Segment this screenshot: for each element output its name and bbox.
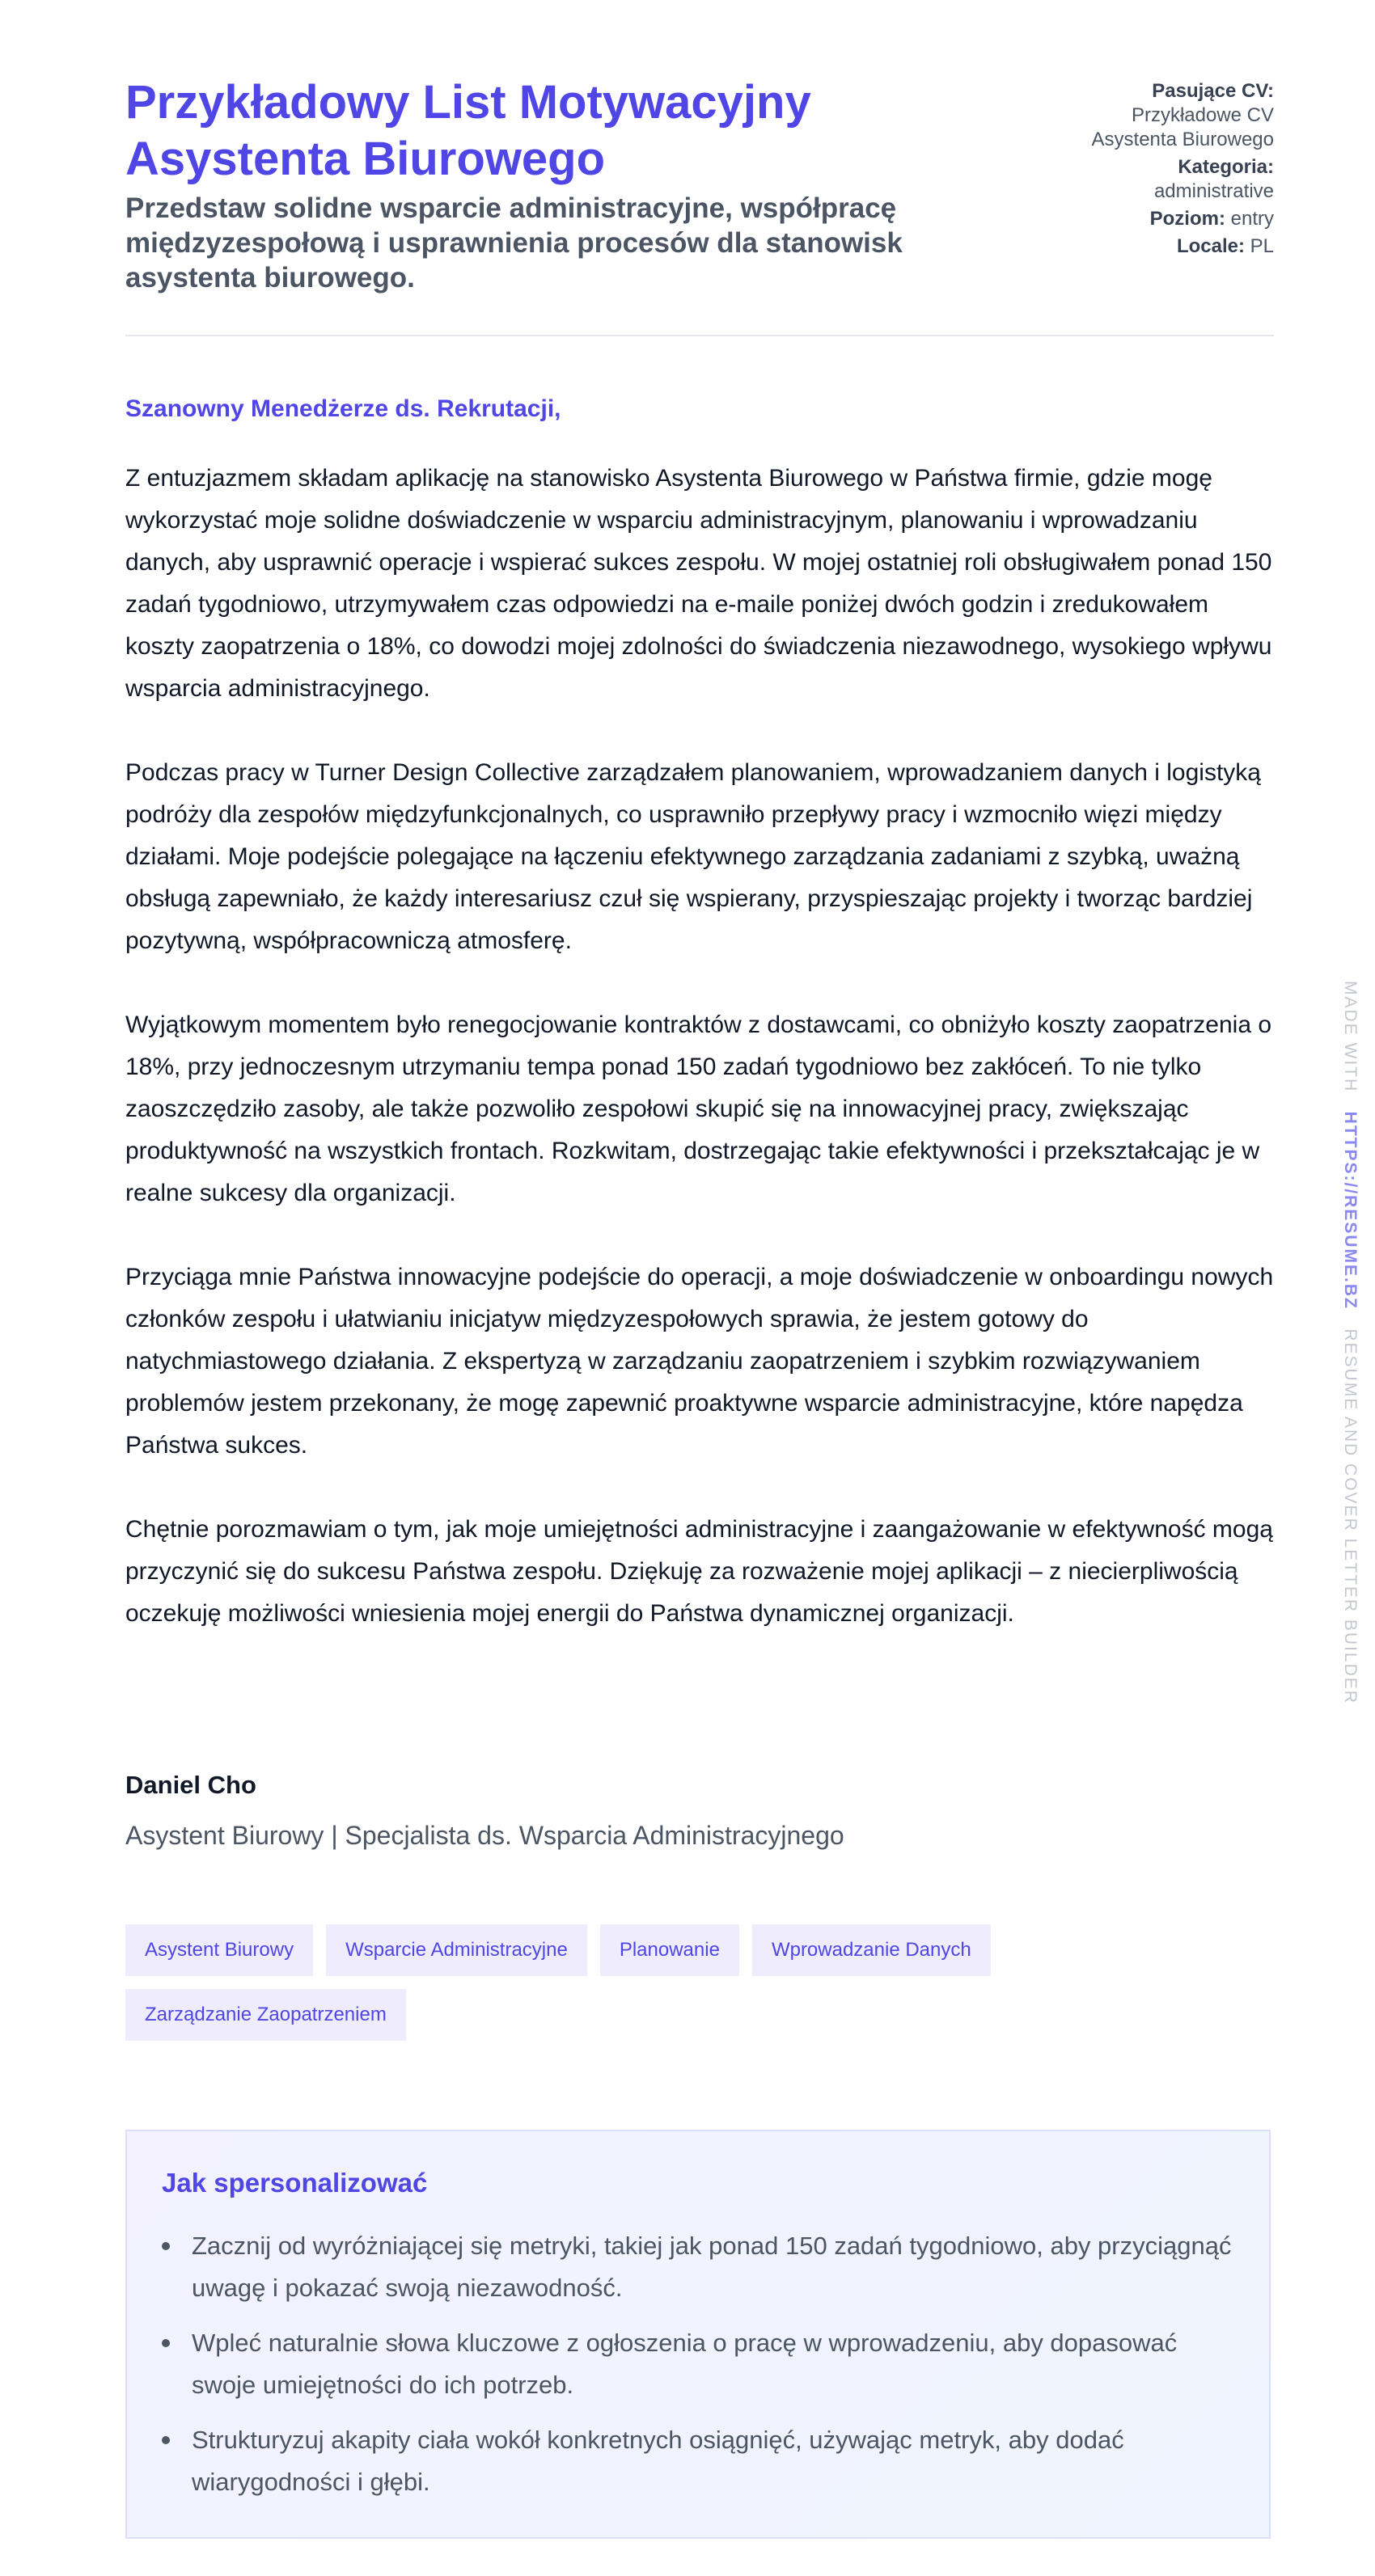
meta-category-value: administrative: [1153, 180, 1274, 202]
page-title: Przykładowy List Motywacyjny Asystenta Biurowego: [125, 76, 811, 185]
side-watermark: [1338, 981, 1362, 1704]
paragraph-1: Z entuzjazmem składam aplikację na stanowisko Asystenta Biurowego w Państwa firmie, gdzie mogę wykorzystać moje solidne doświadczenie w wsparciu administracyjnym, planowaniu i wprowadzaniu danych, aby usprawnić operacje i wspierać sukces zespołu. W mojej ostatniej roli obsługiwałem ponad 150 zadań tygodniowo, utrzymywałem czas odpowiedzi na e-maile poniżej dwóch godzin i zredukowałem koszty zaopatrzenia o 18%, co dowodzi mojej zdolności do świadczenia niezawodnego, wysokiego wpływu wsparcia administracyjnego.: [125, 465, 1272, 702]
tag-item: Wprowadzanie Danych: [752, 1924, 991, 1976]
watermark-suffix: RESUME AND COVER LETTER BUILDER: [1341, 1328, 1360, 1704]
tip-text: Strukturyzuj akapity ciała wokół konkretnych osiągnięć, używając metryk, aby dodać wiarygodności i głębi.: [192, 2426, 1124, 2496]
meta-category: [950, 155, 1274, 204]
tips-title: Jak spersonalizować: [162, 2168, 428, 2198]
paragraph-4: Przyciąga mnie Państwa innowacyjne podejście do operacji, a moje doświadczenie w onboardingu nowych członków zespołu i ułatwianiu inicjatyw międzyzespołowych sprawia, że jestem gotowy do natychmiastowego działania. Z ekspertyzą w zarządzaniu zaopatrzeniem i szybkim rozwiązywaniem problemów jestem przekonany, że mogę zapewnić proaktywne wsparcie administracyjne, które napędza Państwa sukces.: [125, 1264, 1274, 1459]
salutation: Szanowny Menedżerze ds. Rekrutacji,: [125, 395, 561, 422]
tip-text: Wpleć naturalnie słowa kluczowe z ogłoszenia o pracę w wprowadzeniu, aby dopasować swoje umiejętności do ich potrzeb.: [192, 2329, 1178, 2399]
signature-name: Daniel Cho: [125, 1771, 256, 1799]
tips-list: [162, 2225, 1246, 2516]
meta-cv-label: Pasujące CV:: [1152, 80, 1274, 102]
tag-item: Wsparcie Administracyjne: [326, 1924, 587, 1976]
list-item: [162, 2225, 1246, 2309]
meta-panel: [950, 79, 1274, 262]
signature-title: Asystent Biurowy | Specjalista ds. Wsparcia Administracyjnego: [125, 1821, 844, 1850]
watermark-text: [1338, 981, 1362, 1704]
meta-level: [950, 207, 1274, 231]
bullet-icon: [162, 2242, 170, 2250]
meta-cv-value: Przykładowe CV Asystenta Biurowego: [1091, 104, 1274, 150]
list-item: [162, 2419, 1246, 2503]
paragraph-5: Chętnie porozmawiam o tym, jak moje umiejętności administracyjne i zaangażowanie w efektywność mogą przyczynić się do sukcesu Państwa zespołu. Dziękuję za rozważenie mojej aplikacji – z niecierpliwością oczekuję możliwości wniesienia mojej energii do Państwa dynamicznej organizacji.: [125, 1516, 1273, 1627]
meta-level-label: Poziom:: [1149, 208, 1225, 230]
keyword-tags: [125, 1924, 1177, 2041]
tip-text: Zacznij od wyróżniającej się metryki, takiej jak ponad 150 zadań tygodniowo, aby przyciągnąć uwagę i pokazać swoją niezawodność.: [192, 2232, 1232, 2302]
tag-item: Zarządzanie Zaopatrzeniem: [125, 1989, 406, 2041]
watermark-link[interactable]: HTTPS://RESUME.BZ: [1341, 1111, 1360, 1310]
bullet-icon: [162, 2436, 170, 2444]
letter-header: [125, 74, 1274, 336]
tag-item: Planowanie: [600, 1924, 739, 1976]
meta-level-value: entry: [1230, 208, 1274, 230]
tag-item: Asystent Biurowy: [125, 1924, 313, 1976]
meta-locale: [950, 234, 1274, 259]
meta-category-label: Kategoria:: [1178, 156, 1274, 178]
meta-matching-cv: [950, 79, 1274, 152]
meta-locale-value: PL: [1250, 235, 1274, 257]
bullet-icon: [162, 2339, 170, 2347]
page-subtitle: Przedstaw solidne wsparcie administracyjne, współpracę międzyzespołową i usprawnienia procesów dla stanowisk asystenta biurowego.: [125, 192, 903, 293]
watermark-prefix: MADE WITH: [1341, 981, 1360, 1093]
paragraph-3: Wyjątkowym momentem było renegocjowanie kontraktów z dostawcami, co obniżyło koszty zaopatrzenia o 18%, przy jednoczesnym utrzymaniu tempa ponad 150 zadań tygodniowo bez zakłóceń. To nie tylko zaoszczędziło zasoby, ale także pozwoliło zespołowi skupić się na innowacyjnej pracy, zwiększając produktywność na wszystkich frontach. Rozkwitam, dostrzegając takie efektywności i przekształcając je w realne sukcesy dla organizacji.: [125, 1011, 1272, 1206]
personalization-tips: [125, 2130, 1271, 2539]
paragraph-2: Podczas pracy w Turner Design Collective zarządzałem planowaniem, wprowadzaniem danych i logistyką podróży dla zespołów międzyfunkcjonalnych, co usprawniło przepływy pracy i wzmocniło więzi między działami. Moje podejście polegające na łączeniu efektywnego zarządzania zadaniami z szybką, uważną obsługą zapewniało, że każdy interesariusz czuł się wspierany, przyspieszając projekty i tworząc bardziej pozytywną, współpracowniczą atmosferę.: [125, 759, 1261, 954]
list-item: [162, 2322, 1246, 2406]
meta-locale-label: Locale:: [1176, 235, 1245, 257]
